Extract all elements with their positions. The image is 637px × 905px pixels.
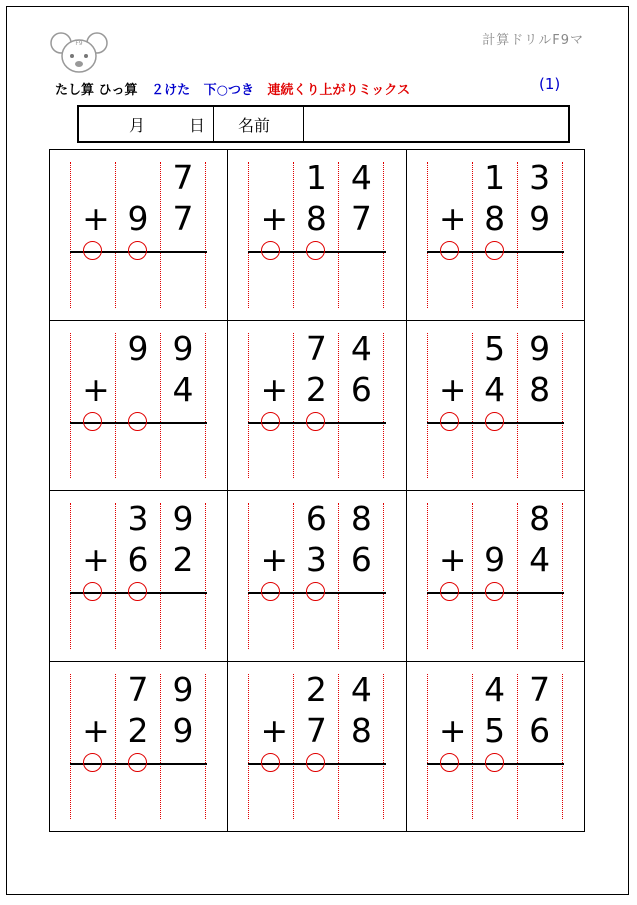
bottom-ones-digit: 7: [350, 199, 372, 238]
carry-circle-hundreds[interactable]: [440, 582, 459, 601]
carry-circle-hundreds[interactable]: [83, 753, 102, 772]
plus-sign: +: [260, 710, 289, 750]
plus-sign: +: [438, 369, 467, 409]
column-guide-line: [383, 162, 384, 308]
carry-circle-hundreds[interactable]: [440, 241, 459, 260]
problem-11[interactable]: [228, 662, 406, 833]
column-guide-line: [562, 503, 563, 649]
plus-sign: +: [82, 199, 110, 238]
bottom-tens-digit: 4: [484, 369, 506, 409]
bottom-tens-digit: 5: [484, 710, 506, 750]
bottom-tens-digit: 6: [127, 540, 149, 579]
bottom-tens-digit: 9: [484, 540, 506, 579]
plus-sign: +: [260, 540, 289, 579]
carry-circle-tens[interactable]: [128, 753, 147, 772]
column-guide-line: [427, 503, 428, 649]
top-ones-digit: 8: [350, 499, 372, 538]
carry-circle-hundreds[interactable]: [440, 412, 459, 431]
top-ones-digit: 3: [529, 158, 551, 197]
column-guide-line: [383, 674, 384, 820]
brand-label: 計算ドリルF9マ: [482, 33, 584, 48]
top-ones-digit: 7: [172, 158, 194, 197]
problem-3[interactable]: [407, 150, 585, 321]
top-tens-digit: 3: [127, 499, 149, 538]
carry-circle-hundreds[interactable]: [261, 412, 280, 431]
sheet-number: (1): [539, 75, 561, 93]
plus-sign: +: [260, 369, 289, 409]
date-field[interactable]: [79, 107, 214, 141]
plus-sign: +: [260, 199, 289, 238]
column-guide-line: [383, 503, 384, 649]
top-tens-digit: 5: [484, 328, 506, 368]
title-level: 連続くり上がりミックス: [267, 83, 411, 98]
top-ones-digit: 4: [350, 669, 372, 709]
problem-5[interactable]: [228, 321, 406, 492]
worksheet-title: [55, 79, 419, 98]
mouse-face-icon: [49, 29, 109, 77]
column-guide-line: [427, 333, 428, 479]
carry-circle-tens[interactable]: [128, 412, 147, 431]
carry-circle-tens[interactable]: [485, 582, 504, 601]
bottom-tens-digit: 8: [484, 199, 506, 238]
bottom-ones-digit: 7: [172, 199, 194, 238]
top-tens-digit: 7: [305, 328, 327, 368]
plus-sign: +: [82, 369, 110, 409]
bottom-ones-digit: 6: [529, 710, 551, 750]
column-guide-line: [70, 333, 71, 479]
plus-sign: +: [82, 710, 110, 750]
bottom-tens-digit: 9: [127, 199, 149, 238]
carry-circle-hundreds[interactable]: [440, 753, 459, 772]
bottom-tens-digit: 3: [305, 540, 327, 579]
title-digits: ２けた: [151, 83, 191, 98]
carry-circle-hundreds[interactable]: [261, 753, 280, 772]
problem-8[interactable]: [228, 491, 406, 662]
carry-circle-hundreds[interactable]: [83, 582, 102, 601]
problem-1[interactable]: [50, 150, 228, 321]
top-tens-digit: 9: [127, 328, 149, 368]
column-guide-line: [248, 333, 249, 479]
problem-7[interactable]: [50, 491, 228, 662]
logo-text: F9: [75, 40, 83, 47]
problem-6[interactable]: [407, 321, 585, 492]
column-guide-line: [562, 674, 563, 820]
column-guide-line: [70, 162, 71, 308]
top-ones-digit: 9: [172, 499, 194, 538]
problem-2[interactable]: [228, 150, 406, 321]
carry-circle-tens[interactable]: [306, 753, 325, 772]
column-guide-line: [248, 503, 249, 649]
carry-circle-hundreds[interactable]: [261, 241, 280, 260]
day-label: 日: [189, 115, 206, 135]
top-ones-digit: 9: [172, 328, 194, 368]
top-ones-digit: 4: [350, 328, 372, 368]
bottom-tens-digit: 7: [305, 710, 327, 750]
column-guide-line: [205, 162, 206, 308]
top-tens-digit: 1: [305, 158, 327, 197]
top-ones-digit: 9: [529, 328, 551, 368]
top-tens-digit: 1: [484, 158, 506, 197]
title-operation: たし算 ひっ算: [55, 83, 138, 98]
problem-4[interactable]: [50, 321, 228, 492]
column-guide-line: [427, 674, 428, 820]
bottom-ones-digit: 9: [529, 199, 551, 238]
problem-12[interactable]: [407, 662, 585, 833]
plus-sign: +: [438, 540, 467, 579]
column-guide-line: [70, 674, 71, 820]
column-guide-line: [383, 333, 384, 479]
column-guide-line: [205, 503, 206, 649]
month-label: 月: [129, 115, 146, 135]
bottom-ones-digit: 8: [529, 369, 551, 409]
name-input[interactable]: [304, 107, 568, 141]
bottom-ones-digit: 6: [350, 540, 372, 579]
column-guide-line: [205, 333, 206, 479]
column-guide-line: [248, 674, 249, 820]
title-carry-circle: 下○つき: [203, 83, 254, 98]
carry-circle-tens[interactable]: [306, 412, 325, 431]
problem-10[interactable]: [50, 662, 228, 833]
name-date-row: [77, 105, 570, 143]
bottom-ones-digit: 6: [350, 369, 372, 409]
bottom-ones-digit: 9: [172, 710, 194, 750]
top-ones-digit: 4: [350, 158, 372, 197]
carry-circle-tens[interactable]: [306, 241, 325, 260]
bottom-tens-digit: 8: [305, 199, 327, 238]
carry-circle-tens[interactable]: [485, 412, 504, 431]
carry-circle-tens[interactable]: [485, 753, 504, 772]
column-guide-line: [248, 162, 249, 308]
carry-circle-hundreds[interactable]: [83, 412, 102, 431]
top-tens-digit: 4: [484, 669, 506, 709]
top-tens-digit: 6: [305, 499, 327, 538]
column-guide-line: [205, 674, 206, 820]
bottom-tens-digit: 2: [305, 369, 327, 409]
top-tens-digit: 7: [127, 669, 149, 709]
problem-9[interactable]: [407, 491, 585, 662]
bottom-tens-digit: 2: [127, 710, 149, 750]
plus-sign: +: [438, 199, 467, 238]
carry-circle-hundreds[interactable]: [261, 582, 280, 601]
problem-grid: [49, 149, 585, 832]
column-guide-line: [70, 503, 71, 649]
carry-circle-tens[interactable]: [128, 241, 147, 260]
carry-circle-tens[interactable]: [128, 582, 147, 601]
top-tens-digit: 2: [305, 669, 327, 709]
plus-sign: +: [438, 710, 467, 750]
bottom-ones-digit: 2: [172, 540, 194, 579]
bottom-ones-digit: 4: [529, 540, 551, 579]
column-guide-line: [562, 333, 563, 479]
column-guide-line: [427, 162, 428, 308]
name-label: 名前: [214, 107, 304, 141]
column-guide-line: [562, 162, 563, 308]
plus-sign: +: [82, 540, 110, 579]
bottom-ones-digit: 4: [172, 369, 194, 409]
carry-circle-hundreds[interactable]: [83, 241, 102, 260]
top-ones-digit: 9: [172, 669, 194, 709]
carry-circle-tens[interactable]: [485, 241, 504, 260]
bottom-ones-digit: 8: [350, 710, 372, 750]
top-ones-digit: 7: [529, 669, 551, 709]
carry-circle-tens[interactable]: [306, 582, 325, 601]
top-ones-digit: 8: [529, 499, 551, 538]
